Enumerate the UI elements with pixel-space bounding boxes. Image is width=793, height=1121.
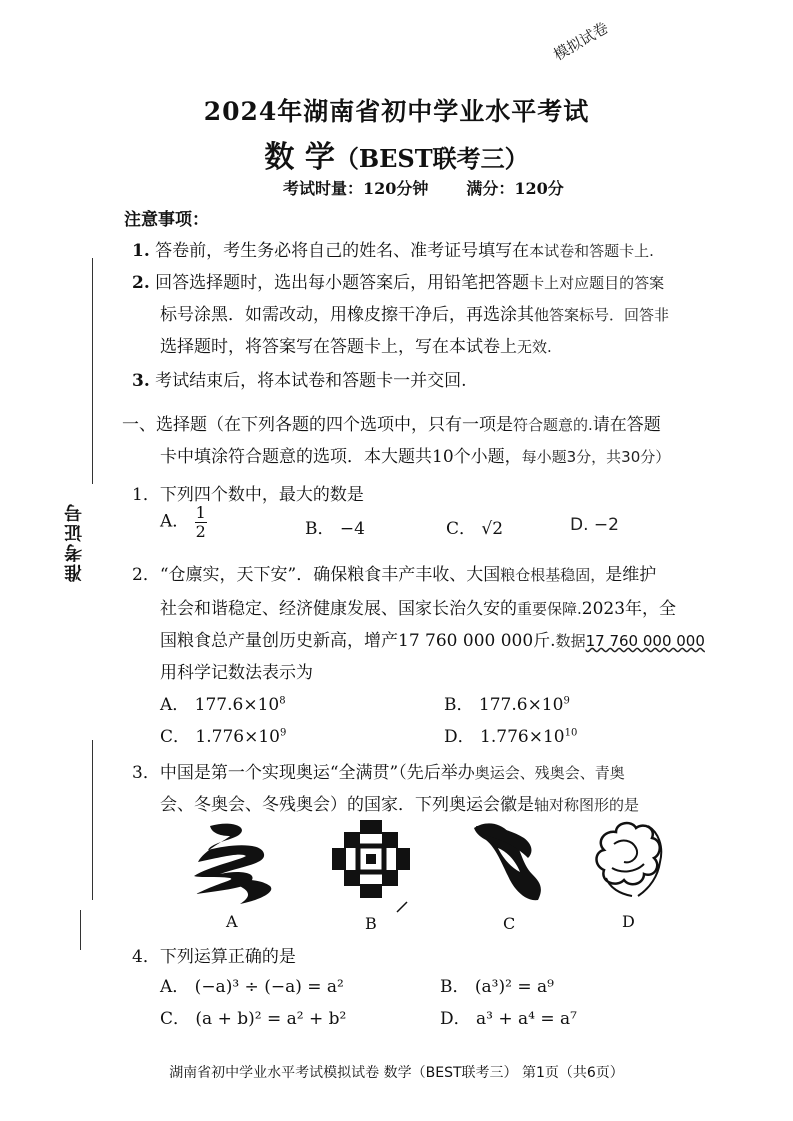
notice-item-2-cont: 标号涂黑．如需改动，用橡皮擦干净后，再选涂其他答案标号．回答非 xyxy=(160,305,670,325)
notice-item-1: 1. 答卷前，考生务必将自己的姓名、准考证号填写在本试卷和答题卡上. xyxy=(132,241,654,261)
q2-option-c: C． $1.776\times 10^9$ xyxy=(160,727,287,747)
question-2-line-3: 国粮食总产量创历史新高，增产17 760 000 000斤.数据17 760 000 000 xyxy=(160,631,705,651)
emblem-label-a: A xyxy=(226,912,238,931)
binding-line-bottom xyxy=(92,740,93,900)
q4-option-a: A． (−a)³ ÷ (−a) = a² xyxy=(160,977,344,997)
page-footer: 湖南省初中学业水平考试模拟试卷 数学（BEST联考三） 第1页（共6页） xyxy=(169,1065,624,1081)
binding-tick xyxy=(80,910,81,950)
q1-option-a: A． $\frac{1}{2}$ xyxy=(160,503,206,541)
side-candidate-number-label: 准考证号 xyxy=(64,502,85,582)
binding-line-top xyxy=(92,258,93,484)
exam-info xyxy=(283,176,564,199)
question-2-line-2: 社会和谐稳定、经济健康发展、国家长治久安的重要保障.2023年，全 xyxy=(160,599,677,619)
question-4: 4．下列运算正确的是 xyxy=(132,947,296,967)
question-1: 1．下列四个数中，最大的数是 xyxy=(132,485,364,505)
q1-option-b: B． −4 xyxy=(305,519,365,539)
question-3-line-2: 会、冬奥会、冬残奥会）的国家．下列奥运会徽是轴对称图形的是 xyxy=(160,795,640,815)
emblem-c-ribbon xyxy=(468,818,548,904)
q4-option-d: D． a³ + a⁴ = a⁷ xyxy=(440,1009,577,1029)
q4-option-b: B． (a³)² = a⁹ xyxy=(440,977,554,997)
emblem-label-c: C xyxy=(503,914,516,933)
q1-option-d: D. −2 xyxy=(570,515,619,535)
notice-item-2-cont2: 选择题时，将答案写在答题卡上，写在本试卷上无效. xyxy=(160,337,552,357)
fraction-one-half: $\frac{1}{2}$ xyxy=(195,503,206,541)
emblem-label-b: B xyxy=(365,914,377,933)
notice-item-3: 3. 考试结束后，将本试卷和答题卡一并交回. xyxy=(132,371,467,391)
notice-heading: 注意事项： xyxy=(124,210,209,230)
subject-subtitle: （BEST联考三） xyxy=(334,144,529,173)
question-2: 2．“仓廪实，天下安”．确保粮食丰产丰收、大国粮仓根基稳固，是维护 xyxy=(132,565,657,585)
section-1-heading: 一、选择题（在下列各题的四个选项中，只有一项是符合题意的.请在答题 xyxy=(122,415,661,435)
subject-name: 数 学 xyxy=(264,140,335,175)
notice-item-2: 2. 回答选择题时，选出每小题答案后，用铅笔把答题卡上对应题目的答案 xyxy=(132,273,665,293)
handwritten-stamp: 模拟试卷 xyxy=(550,18,612,65)
question-3: 3．中国是第一个实现奥运“全满贯”（先后举办奥运会、残奥会、青奥 xyxy=(132,763,625,783)
question-2-line-4: 用科学记数法表示为 xyxy=(160,663,313,683)
emblem-b-cross xyxy=(330,818,412,900)
exam-title: 2024年湖南省初中学业水平考试 xyxy=(203,97,590,126)
emblem-a-swoosh xyxy=(190,820,282,906)
q4-option-c: C． (a + b)² = a² + b² xyxy=(160,1009,347,1029)
section-1-heading-cont: 卡中填涂符合题意的选项．本大题共10个小题，每小题3分，共30分） xyxy=(160,447,671,467)
time-label: 考试时量：120分钟 xyxy=(283,179,429,198)
emblem-label-d: D xyxy=(622,912,635,931)
subject-title xyxy=(0,132,793,176)
q2-option-a: A． $177.6\times 10^8$ xyxy=(160,695,286,715)
score-label: 满分：120分 xyxy=(466,179,564,198)
q2-option-d: D． $1.776\times 10^{10}$ xyxy=(444,727,578,747)
pen-mark xyxy=(395,900,409,914)
q1-option-c: C． √2 xyxy=(446,519,504,539)
emblem-d-cloud xyxy=(592,818,666,902)
q2-option-b: B． $177.6\times 10^9$ xyxy=(444,695,570,715)
